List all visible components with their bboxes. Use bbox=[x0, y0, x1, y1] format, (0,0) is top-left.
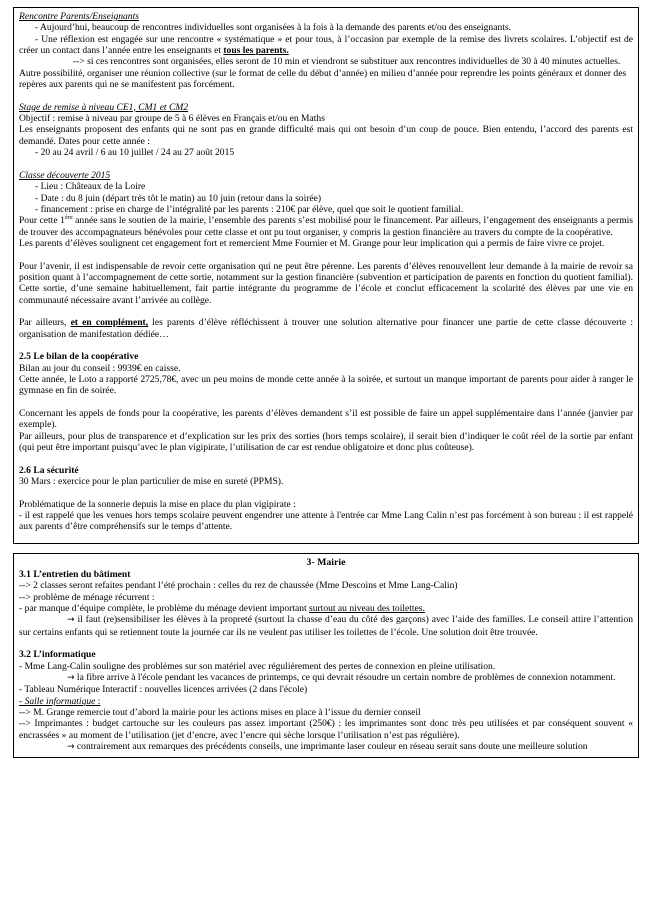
para-sensibiliser-text: il faut (re)sensibiliser les élèves à la propreté (surtout la chasse d’eau du côté des garçons) avec l’aide des familles. Le conseil attire l’attention sur certains enfants qui se retiennent toute la journée car ils ne veulent pas utiliser les toilettes de l’école. Une solution doit être trouvée. bbox=[19, 614, 633, 638]
para-rappel-attente-entree: - il est rappelé que les venues hors temps scolaire peuvent engendrer une attente à l'entrée car Mme Lang Calin n’est pas forcément à son bureau : il est rappelé aux parents d’être compréhensifs sur le temps d’attente. bbox=[19, 510, 633, 533]
subheading-salle-informatique bbox=[19, 696, 633, 707]
line-grange-remercie-mairie: --> M. Grange remercie tout d’abord la mairie pour les actions mises en place à l’issue du dernier conseil bbox=[19, 706, 421, 718]
spacer bbox=[19, 533, 633, 539]
line-manque-equipe bbox=[19, 603, 633, 614]
emphasis-tous-les-parents: tous les parents. bbox=[223, 45, 289, 57]
heading-entretien-batiment: 3.1 L’entretien du bâtiment bbox=[19, 568, 131, 580]
line-langcalin-materiel: - Mme Lang-Calin souligne des problèmes sur son matériel avec régulièrement des pertes de connexion en pleine utilisation. bbox=[19, 660, 496, 672]
para-enseignants-proposent: Les enseignants proposent des enfants qui ne sont pas en grande difficulté mais qui ont besoin d’un coup de pouce. Bien entendu, l’accord des parents est demandé. Dates pour cette année : bbox=[19, 124, 633, 147]
section-box-conseil bbox=[13, 7, 639, 544]
para-fibre-ecole bbox=[19, 672, 633, 684]
line-lieu-classe-decouverte: - Lieu : Châteaux de la Loire bbox=[35, 181, 146, 193]
para-laser-text: contrairement aux remarques des précédents conseils, une imprimante laser couleur en réseau serait sans doute une meilleure solution bbox=[74, 740, 588, 752]
arrow-right-icon: → bbox=[67, 741, 75, 752]
para-transparence-prix-sorties: Par ailleurs, pour plus de transparence et d’explication sur les prix des sorties (hors temps scolaire), il serait bien d’indiquer le coût réel de la sortie par enfant (qui peut être important puisqu’avec le plan vigipirate, l’utilisation de car est rendue obligatoire et donc plus coûteuse). bbox=[19, 430, 633, 454]
para-solution-alternative bbox=[19, 317, 633, 340]
para-complement-post: les parents d’élève réfléchissent à trouver une solution alternative pour financer une partie de cette classe découverte : organisation de manifestation dédiée… bbox=[19, 317, 633, 340]
heading-rencontre-parents-enseignants: Rencontre Parents/Enseignants bbox=[19, 11, 139, 22]
emphasis-niveau-toilettes: surtout au niveau des toilettes. bbox=[309, 602, 425, 614]
emphasis-et-en-complement: et en complément, bbox=[70, 317, 149, 329]
spacer bbox=[19, 638, 633, 649]
para-complement-pre: Par ailleurs, bbox=[19, 317, 71, 329]
spacer bbox=[19, 158, 633, 169]
page-title-mairie: 3- Mairie bbox=[306, 556, 346, 568]
line-ppms-exercice: 30 Mars : exercice pour le plan particulier de mise en sureté (PPMS). bbox=[19, 476, 284, 488]
line-probleme-menage: --> problème de ménage récurrent : bbox=[19, 591, 155, 603]
heading-securite: 2.6 La sécurité bbox=[19, 464, 79, 476]
heading-classe-decouverte: Classe découverte 2015 bbox=[19, 169, 111, 181]
para-remerciements-fournier-grange: Les parents d’élèves soulignent cet engagement fort et remercient Mme Fournier et M. Grange pour leur implication qui a permis de faire vivre ce projet. bbox=[19, 237, 605, 249]
heading-stage-remise-niveau: Stage de remise à niveau CE1, CM1 et CM2 bbox=[19, 101, 189, 113]
para-imprimante-laser-couleur bbox=[19, 741, 633, 753]
spacer bbox=[19, 397, 633, 408]
line-manque-equipe-pre: - par manque d’équipe complète, le problème du ménage devient important bbox=[19, 602, 310, 614]
arrow-right-icon: → bbox=[67, 672, 75, 683]
line-financement-classe-decouverte: - financement : prise en charge de l’intégralité par les parents : 210€ par élève, quel que soit le quotient familial. bbox=[35, 203, 464, 215]
bullet-rencontres-individuelles: - Aujourd’hui, beaucoup de rencontres individuelles sont organisées à la fois à la demande des parents et/ou des enseignants. bbox=[35, 22, 511, 34]
subheading-salle-informatique-label: - Salle informatique bbox=[19, 695, 96, 707]
para-premiere-annee-post: année sans le soutien de la mairie, l’ensemble des parents s’est mobilisé pour le financement. Par ailleurs, l’engagement des enseignants a permis de trouver des accompagnateurs bénévoles pour cette classe et ont pu tout organiser, y compris la gestion financière au travers du compte de la coopérative. bbox=[19, 215, 633, 238]
bullet-reflexion-rencontre-systematique bbox=[19, 34, 633, 57]
section-box-mairie bbox=[13, 553, 639, 759]
line-dates-stage: - 20 au 24 avril / 6 au 10 juillet / 24 au 27 août 2015 bbox=[35, 147, 235, 159]
spacer bbox=[19, 453, 633, 464]
para-appels-de-fonds: Concernant les appels de fonds pour la coopérative, les parents d’élèves demandent s’il est possible de faire un appel supplémentaire dans l’année (janvier par exemple). bbox=[19, 408, 633, 431]
spacer bbox=[19, 340, 633, 351]
para-sensibiliser-eleves bbox=[19, 614, 633, 638]
para-fibre-text: la fibre arrive à l'école pendant les vacances de printemps, ce qui devrait résoudre un certain nombre de problèmes de connexion notamment. bbox=[74, 671, 616, 683]
line-classes-refaites: --> 2 classes seront refaites pendant l’été prochain : celles du rez de chaussée (Mme Descoins et Mme Lang-Calin) bbox=[19, 580, 458, 592]
subheading-salle-informatique-colon: : bbox=[95, 695, 101, 707]
heading-informatique: 3.2 L’informatique bbox=[19, 649, 96, 661]
arrow-note-rencontres-10min: --> si ces rencontres sont organisées, elles seront de 10 min et viendront se substituer aux rencontres individuelles de 30 à 40 minutes actuelles. bbox=[73, 56, 621, 68]
spacer bbox=[19, 249, 633, 260]
spacer bbox=[19, 306, 633, 317]
para-avenir-organisation: Pour l’avenir, il est indispensable de revoir cette organisation qui ne peut être pérenne. Les parents d’élèves renouvellent leur demande à la mairie de revoir sa position quant à l’accompagnement de cette sortie, notamment sur la gestion financière (subvention et participation de parents en fonction du quotient familial). Cette sortie, d’une semaine habituellement, fait partie intégrante du programme de l’école et conclut efficacement la scolarité des élèves par une vie en communauté nécessaire avant l’arrivée au collège. bbox=[19, 260, 633, 306]
para-autre-possibilite: Autre possibilité, organiser une réunion collective (sur le format de celle du début d’année) en milieu d’année pour reprendre les points généraux et donner des repères aux parents qui ne se manifestent pas forcément. bbox=[19, 67, 627, 91]
superscript-ere: ère bbox=[64, 214, 73, 222]
heading-bilan-cooperative: 2.5 Le bilan de la coopérative bbox=[19, 351, 139, 363]
line-date-classe-decouverte: - Date : du 8 juin (départ très tôt le matin) au 10 juin (retour dans la soirée) bbox=[35, 192, 322, 204]
para-premiere-annee-sans-mairie bbox=[19, 215, 633, 238]
spacer bbox=[19, 90, 633, 101]
spacer bbox=[19, 487, 633, 498]
para-imprimantes-budget: --> Imprimantes : budget cartouche sur les couleurs pas assez important (250€) : les imprimantes sont donc très peu utilisées et par conséquent souvent « encrassées » au moment de l’utilisation (jet d’encre, avec l’encre qui sèche lorsque l’utilisation n’est pas régulière). bbox=[19, 718, 633, 741]
line-objectif-stage: Objectif : remise à niveau par groupe de 5 à 6 élèves en Français et/ou en Maths bbox=[19, 113, 325, 125]
para-premiere-annee-pre: Pour cette 1 bbox=[19, 215, 65, 227]
line-problematique-sonnerie: Problématique de la sonnerie depuis la mise en place du plan vigipirate : bbox=[19, 498, 296, 510]
para-loto-resultat: Cette année, le Loto a rapporté 2725,78€, avec un peu moins de monde cette année à la soirée, et surtout un manque important de parents pour aider à ranger le gymnase en fin de soirée. bbox=[19, 374, 633, 397]
bullet-reflexion-text: - Une réflexion est engagée sur une rencontre « systématique » et pour tous, à l’occasion par exemple de la remise des livrets scolaires. L’objectif est de créer un contact dans l’année entre les enseignants et bbox=[19, 33, 633, 57]
arrow-right-icon: → bbox=[67, 615, 75, 626]
line-bilan-caisse: Bilan au jour du conseil : 9939€ en caisse. bbox=[19, 362, 181, 374]
line-tableau-numerique-interactif: - Tableau Numérique Interactif : nouvelles licences arrivées (2 dans l'école) bbox=[19, 684, 308, 696]
